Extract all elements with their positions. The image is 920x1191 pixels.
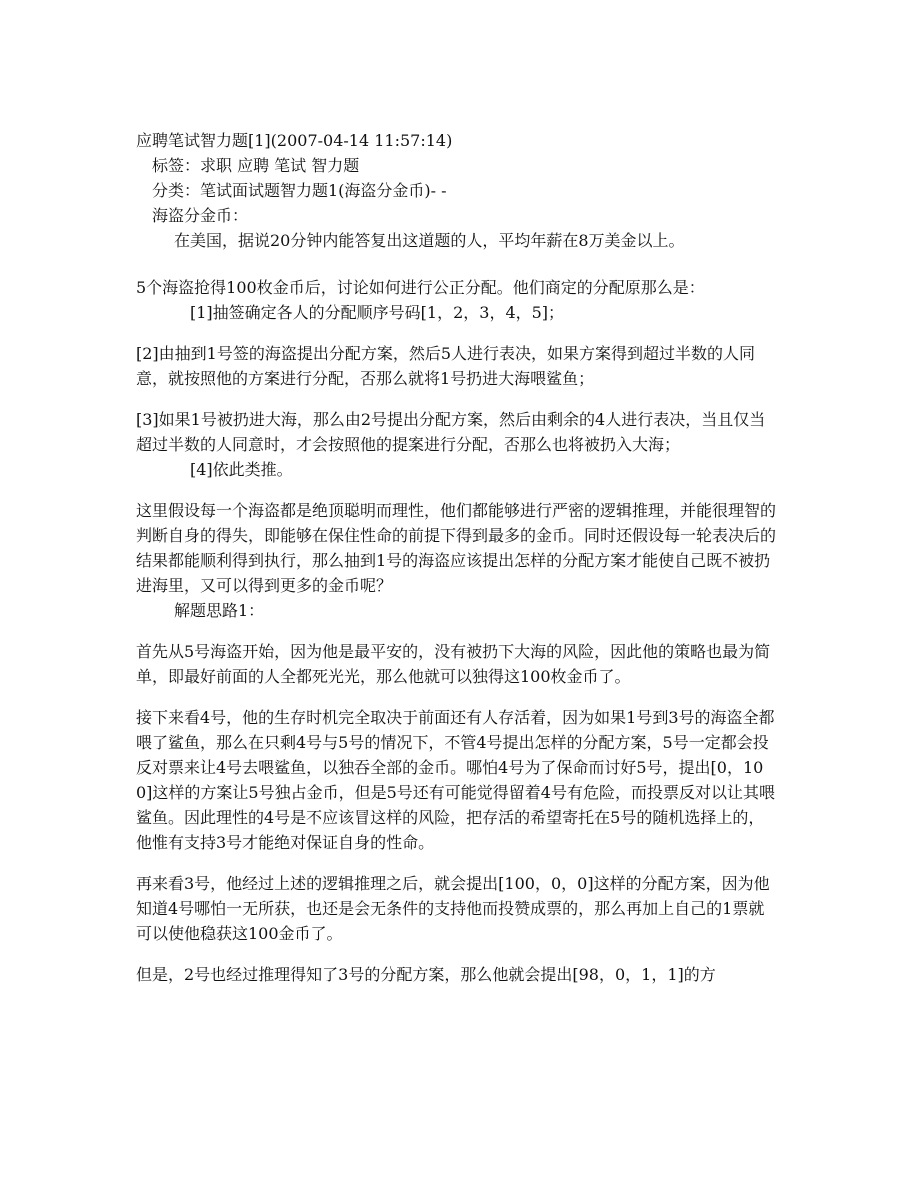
problem-intro: 5个海盗抢得100枚金币后，讨论如何进行公正分配。他们商定的分配原那么是： [136,278,705,297]
spacer [136,689,776,705]
paragraph-pirate-3: 再来看3号，他经过上述的逻辑推理之后，就会提出[100，0，0]这样的分配方案，因为他知道4号哪怕一无所获，也还是会无条件的支持他而投赞成票的，那么再加上自己的1票就可以使他稳获这100金币了。 [136,874,770,943]
spacer [136,391,776,407]
paragraph-pirate-4: 接下来看4号，他的生存时机完全取决于前面还有人存活着，因为如果1号到3号的海盗全都喂了鲨鱼，那么在只剩4号与5号的情况下，不管4号提出怎样的分配方案，5号一定都会投反对票来让4号去喂鲨鱼，以独吞全部的金币。哪怕4号为了保命而讨好5号，提出[0，100]这样的方案让5号独占金币，但是5号还有可能觉得留着4号有危险，而投票反对以让其喂鲨鱼。因此理性的4号是不应该冒这样的风险，把存活的希望寄托在5号的随机选择上的，他惟有支持3号才能绝对保证自身的性命。 [136,708,775,852]
section-heading: 海盗分金币： [152,206,249,225]
solution-heading: 解题思路1： [174,601,265,620]
rule-4: [4]依此类推。 [190,460,293,479]
rule-2: [2]由抽到1号签的海盗提出分配方案，然后5人进行表决，如果方案得到超过半数的人同意，就按照他的方案进行分配，否那么就将1号扔进大海喂鲨鱼； [136,344,756,388]
spacer [136,482,776,498]
rule-1: [1]抽签确定各人的分配顺序号码[1，2，3，4，5]； [190,303,565,322]
question-paragraph: 这里假设每一个海盗都是绝顶聪明而理性，他们都能够进行严密的逻辑推理，并能很理智的判断自身的得失，即能够在保住性命的前提下得到最多的金币。同时还假设每一轮表决后的结果都能顺利得到执行，那么抽到1号的海盗应该提出怎样的分配方案才能使自己既不被扔进海里，又可以得到更多的金币呢？ [136,501,777,595]
spacer [136,623,776,639]
spacer [136,946,776,962]
title-line: 应聘笔试智力题[1](2007-04-14 11:57:14) [136,131,453,150]
category-line: 分类：笔试面试题智力题1(海盗分金币)- - [152,181,447,200]
intro-paragraph: 在美国，据说20分钟内能答复出这道题的人，平均年薪在8万美金以上。 [174,231,685,250]
rule-3: [3]如果1号被扔进大海，那么由2号提出分配方案，然后由剩余的4人进行表决，当且仅当超过半数的人同意时，才会按照他的提案进行分配，否那么也将被扔入大海； [136,410,766,454]
spacer [136,325,776,341]
spacer [136,855,776,871]
tags-line: 标签：求职 应聘 笔试 智力题 [152,156,360,175]
document-body [136,128,776,987]
paragraph-pirate-2: 但是，2号也经过推理得知了3号的分配方案，那么他就会提出[98，0，1，1]的方 [136,965,716,984]
spacer [136,253,776,275]
paragraph-pirate-5: 首先从5号海盗开始，因为他是最平安的，没有被扔下大海的风险，因此他的策略也最为简单，即最好前面的人全都死光光，那么他就可以独得这100枚金币了。 [136,642,771,686]
